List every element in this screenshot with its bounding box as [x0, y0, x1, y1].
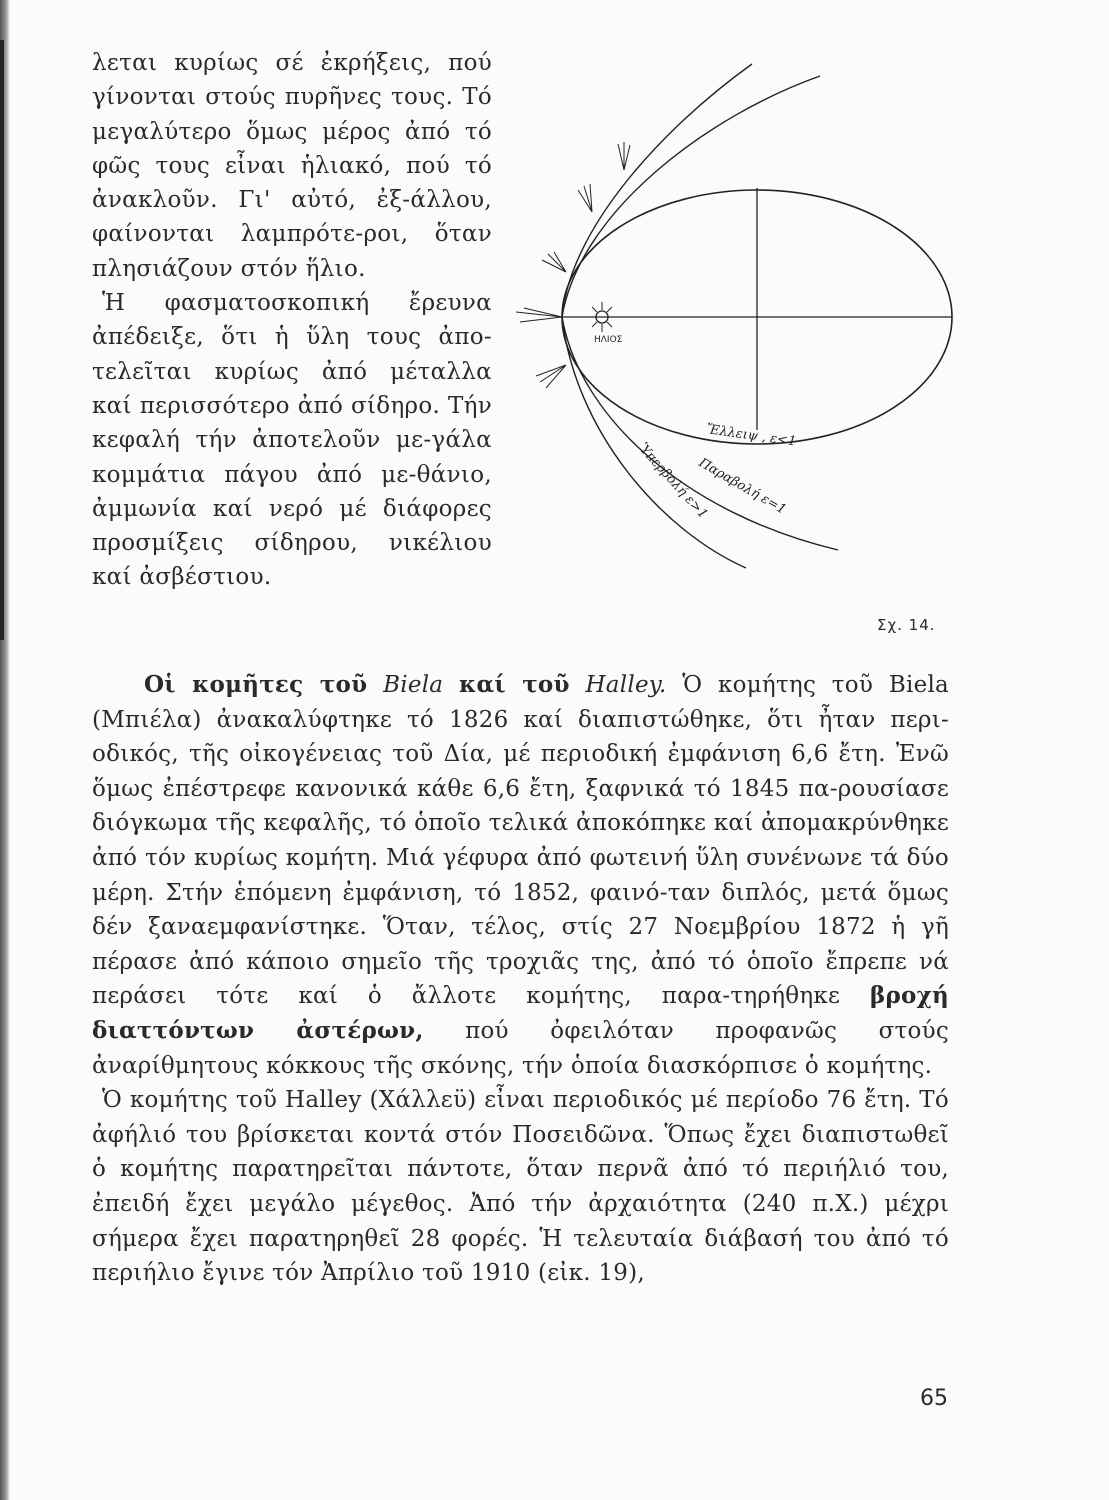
hyperbola-lower [562, 317, 746, 568]
parabola-label: Παραβολή ε=1 [696, 455, 789, 518]
figure-caption: Σχ. 14. [877, 616, 936, 634]
section-heading-part1: Οἱ κομῆτες τοῦ [144, 671, 368, 698]
biela-paragraph [92, 668, 949, 1083]
left-paragraph-2: Ἡ φασματοσκοπική ἔρευνα ἀπέδειξε, ὅτι ἡ ὕλη τους ἀπο-τελεῖται κυρίως ἀπό μέταλλα καί περισσότερο ἀπό σίδηρο. Τήν κεφαλή τήν ἀποτελοῦν με-γάλα κομμάτια πάγου ἀπό με-θάνιο, ἀμμωνία καί νερό μέ διάφορες προσμίξεις σίδηρου, νικέλιου καί ἀσβέστιου. [92, 290, 492, 591]
orbit-figure [510, 60, 970, 580]
halley-paragraph: Ὁ κομήτης τοῦ Halley (Χάλλεϋ) εἶναι περιοδικός μέ περίοδο 76 ἔτη. Τό ἀφήλιό του βρίσκεται κοντά στόν Ποσειδῶνα. Ὅπως ἔχει διαπιστωθεῖ ὁ κομήτης παρατηρεῖται πάντοτε, ὅταν περνᾶ ἀπό τό περιήλιό του, ἐπειδή ἔχει μεγάλο μέγεθος. Ἀπό τήν ἀρχαιότητα (240 π.Χ.) μέχρι σήμερα ἔχει παρατηρηθεῖ 28 φορές. Ἡ τελευταία διάβασή του ἀπό τό περιήλιο ἔγινε τόν Ἀπρίλιο τοῦ 1910 (εἰκ. 19), [92, 1087, 949, 1287]
biela-text-end: πού ὀφειλόταν προφανῶς στούς ἀναρίθμητους κόκκους τῆς σκόνης, τήν ὁποία διασκόρπισε ὁ κομήτης. [92, 1017, 949, 1079]
biela-text-start: Ὁ κομήτης τοῦ Biela (Μπιέλα) ἀνακαλύφτηκε τό 1826 καί διαπιστώθηκε, ὅτι ἦταν περι-οδικός, τῆς οἰκογένειας τοῦ Δία, μέ περιοδική ἐμφάνιση 6,6 ἔτη. Ἐνῶ ὅμως ἐπέστρεφε κανονικά κάθε 6,6 ἔτη, ξαφνικά τό 1845 πα-ρουσίασε διόγκωμα τῆς κεφαλῆς, τό ὁποῖο τελικά ἀποκόπηκε καί ἀπομακρύνθηκε ἀπό τόν κυρίως κομήτη. Μιά γέφυρα ἀπό φωτεινή ὕλη συνένωνε τά δύο μέρη. Στήν ἑπόμενη ἐμφάνιση, τό 1852, φαινό-ταν διπλός, μετά ὅμως δέν ξαναεμφανίστηκε. Ὅταν, τέλος, στίς 27 Νοεμβρίου 1872 ἡ γῆ πέρασε ἀπό κάποιο σημεῖο τῆς τροχιᾶς της, ἀπό τό ὁποῖο ἔπρεπε νά περάσει τότε καί ὁ ἄλλοτε κομήτης, παρα-τηρήθηκε [92, 672, 950, 1010]
ellipse-label: Ἔλλειψ , ε<1 [705, 422, 798, 450]
book-spine-shadow [0, 0, 10, 1500]
comet-tails [516, 142, 630, 388]
page-number: 65 [920, 1386, 948, 1411]
section-heading-biela: Biela [383, 672, 444, 698]
section-heading-halley: Halley. [585, 672, 667, 698]
orbit-diagram [510, 60, 970, 580]
meteor-shower-term: βροχή διαττόντων ἀστέρων, [92, 982, 949, 1044]
left-text-column [92, 46, 492, 595]
sun-label: ΗΛΙΟΣ [594, 335, 623, 345]
left-paragraph-1: λεται κυρίως σέ ἐκρήξεις, πού γίνονται στούς πυρῆνες τους. Τό μεγαλύτερο ὅμως μέρος ἀπό τό φῶς τους εἶναι ἡλιακό, πού τό ἀνακλοῦν. Γι' αὐτό, ἐξ-άλλου, φαίνονται λαμπρότε-ροι, ὅταν πλησιάζουν στόν ἥλιο. [92, 50, 492, 282]
main-text [92, 668, 949, 1291]
hyperbola-label: Ὑπερβολή ε>1 [635, 440, 711, 522]
section-heading-part2: καί τοῦ [458, 671, 570, 698]
